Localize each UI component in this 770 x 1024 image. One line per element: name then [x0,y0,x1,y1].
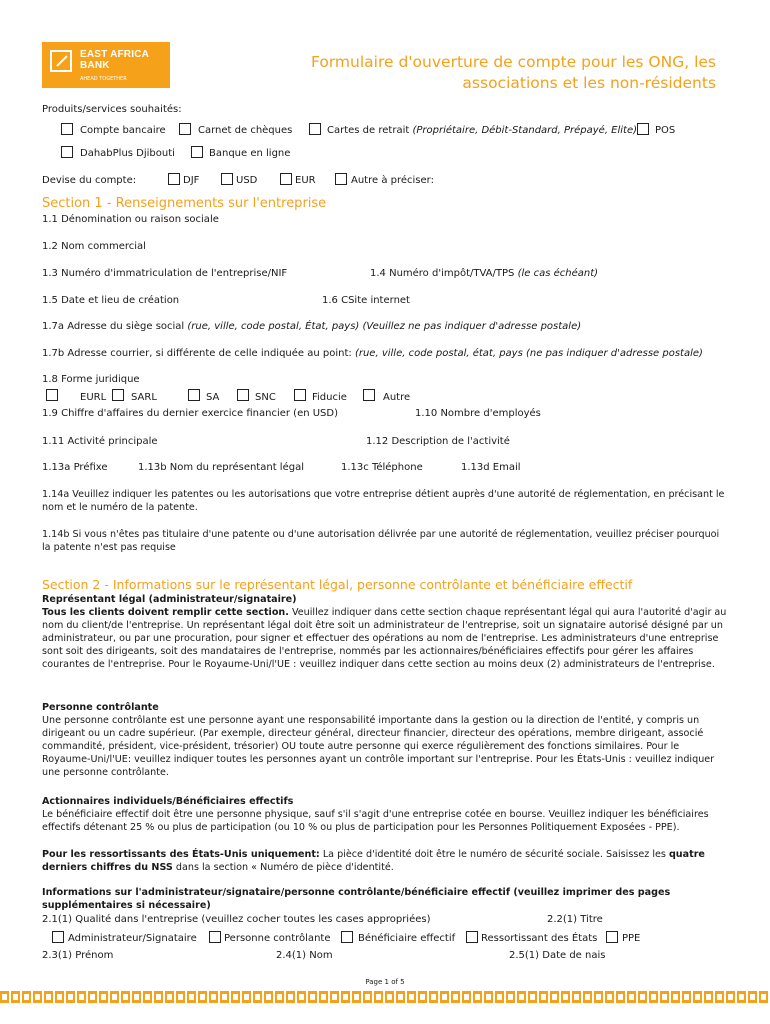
field-1-6: 1.6 CSite internet [322,295,410,306]
checkbox-role-ppe[interactable] [606,931,618,943]
field-1-7b-label: 1.7b Adresse courrier, si différente de celle indiquée au point: [42,348,352,359]
rep-text: Veuillez indiquer dans cette section chaque représentant légal qui aura l'autorité d'agir au nom du client/de l'entreprise. Un représentant légal doit être soit un administrateur de l'entreprise, soit un signataire autorisé désigné par un administrateur, ou par une procuration, pour signer et effectuer des opérations au nom de l'entreprise. Les administrateurs d'une entreprise sont soit des dirigeants, soit des mandataires de l'entreprise, nommés par les actionnaires/bénéficiaires effectifs pour gérer les affaires courantes de l'entreprise. Pour le Royaume-Uni/l'UE : veuillez indiquer dans cette section au moins deux (2) administrateurs de l'entreprise. [42,607,727,670]
field-1-7b [42,347,703,360]
logo-name [80,49,149,71]
field-2-2: 2.2(1) Titre [547,914,603,925]
checkbox-role-rs[interactable] [466,931,478,943]
field-1-5: 1.5 Date et lieu de création [42,295,180,306]
pc-paragraph: Une personne contrôlante est une personne ayant une responsabilité importante dans la gestion ou la direction de l'entité, y compris un dirigeant ou un cadre supérieur. (Par exemple, directeur général, directeur financier, directeur des opérations, membre dirigeant, associé commandité, président, vice-président, trésorier) OU toute autre personne qui exerce régulièrement des fonctions similaires. Pour le Royaume-Uni/l'UE: veuillez indiquer toutes les personnes ayant un contrôle important sur l'entreprise. Pour les États-Unis : veuillez indiquer une personne contrôlante. [42,715,715,778]
field-1-7b-note: (rue, ville, code postal, état, pays (ne pas indiquer d'adresse postale) [354,348,703,359]
checkbox-banque-ligne[interactable] [191,146,203,158]
us-bold1: Pour les ressortissants des États-Unis uniquement: [42,849,320,860]
pc-heading: Personne contrôlante [42,702,159,713]
field-1-10: 1.10 Nombre d'employés [415,408,541,419]
label-role-be: Bénéficiaire effectif [358,933,456,944]
field-1-7a-label: 1.7a Adresse du siège social [42,321,185,332]
section2-title: Section 2 - Informations sur le représentant légal, personne contrôlante et bénéficiaire effectif [42,577,633,592]
field-2-3: 2.3(1) Prénom [42,950,114,961]
field-1-4 [370,267,598,280]
label-role-pc: Personne contrôlante [224,933,331,944]
footer-pattern-inner [0,994,770,1000]
checkbox-usd[interactable] [221,173,233,185]
rep-paragraph [42,606,730,671]
checkbox-sarl[interactable] [112,389,124,401]
us-paragraph [42,848,730,874]
label-compte-bancaire: Compte bancaire [80,125,166,136]
label-carnet-cheques: Carnet de chèques [198,125,293,136]
checkbox-cartes-retrait[interactable] [309,123,321,135]
ab-heading: Actionnaires individuels/Bénéficiaires effectifs [42,796,294,807]
checkbox-autre-devise[interactable] [335,173,347,185]
label-djf: DJF [183,175,200,186]
rep-bold: Tous les clients doivent remplir cette section. [42,607,289,618]
field-1-8: 1.8 Forme juridique [42,374,140,385]
checkbox-djf[interactable] [168,173,180,185]
label-autre-forme: Autre [383,392,411,403]
field-1-11: 1.11 Activité principale [42,436,158,447]
field-1-14a: 1.14a Veuillez indiquer les patentes ou les autorisations que votre entreprise détient auprès d'une autorité de réglementation, en précisant le nom et le numéro de la patente. [42,489,725,513]
field-1-9: 1.9 Chiffre d'affaires du dernier exercice financier (en USD) [42,408,339,419]
page-title-line1: Formulaire d'ouverture de compte pour les ONG, les [310,53,716,71]
us-text2: dans la section « Numéro de pièce d'identité. [172,862,394,873]
field-2-1: 2.1(1) Qualité dans l'entreprise (veuillez cocher toutes les cases appropriées) [42,914,431,925]
checkbox-fiducie[interactable] [294,389,306,401]
field-1-13d: 1.13d Email [461,462,521,473]
field-1-3: 1.3 Numéro d'immatriculation de l'entreprise/NIF [42,268,288,279]
section1-title: Section 1 - Renseignements sur l'entreprise [42,196,327,211]
logo-name-line1: EAST AFRICA [80,49,150,60]
info-heading: Informations sur l'administrateur/signataire/personne contrôlante/bénéficiaire effectif (veuillez imprimer des pages supplémentaires si nécessaire) [42,887,671,911]
bank-logo [42,42,170,88]
cartes-label-text: Cartes de retrait [327,125,410,136]
label-role-admin: Administrateur/Signataire [68,933,197,944]
field-1-7a [42,320,581,333]
label-role-rs: Ressortissant des États [481,933,598,944]
label-dahabplus: DahabPlus Djibouti [80,148,175,159]
checkbox-role-admin[interactable] [52,931,64,943]
field-1-1: 1.1 Dénomination ou raison sociale [42,214,219,225]
label-cartes-retrait [327,124,637,137]
label-banque-ligne: Banque en ligne [209,148,291,159]
checkbox-autre-forme[interactable] [363,389,375,401]
logo-tagline: AHEAD TOGETHER [80,76,127,82]
field-1-4-label: 1.4 Numéro d'impôt/TVA/TPS [370,268,515,279]
page-title [311,52,716,94]
page-number: Page 1 of 5 [365,978,405,986]
checkbox-pos[interactable] [637,123,649,135]
checkbox-carnet-cheques[interactable] [179,123,191,135]
devise-label: Devise du compte: [42,175,137,186]
logo-name-line2: BANK [80,60,110,71]
field-1-4-note: (le cas échéant) [517,268,599,279]
label-usd: USD [236,175,258,186]
checkbox-eur[interactable] [280,173,292,185]
checkbox-sa[interactable] [188,389,200,401]
label-pos: POS [655,125,676,136]
cartes-detail: (Propriétaire, Débit-Standard, Prépayé, Elite) [412,125,638,136]
field-1-14b: 1.14b Si vous n'êtes pas titulaire d'une patente ou d'une autorisation délivrée par une autorité de réglementation, veuillez préciser pourquoi la patente n'est pas requise [42,529,720,553]
label-sarl: SARL [131,392,157,403]
label-fiducie: Fiducie [312,392,347,403]
checkbox-role-pc[interactable] [209,931,221,943]
us-text1: La pièce d'identité doit être le numéro de sécurité sociale. Saisissez les [319,849,669,860]
checkbox-dahabplus[interactable] [61,146,73,158]
products-label: Produits/services souhaités: [42,104,182,115]
logo-arrow-icon [50,50,72,72]
label-eur: EUR [295,175,316,186]
page-title-line2: associations et les non-résidents [462,74,716,92]
ab-paragraph: Le bénéficiaire effectif doit être une personne physique, sauf s'il s'agit d'une entreprise cotée en bourse. Veuillez indiquer les bénéficiaires effectifs détenant 25 % ou plus de participation (ou 10 % ou plus de participation pour les Personnes Politiquement Exposées - PPE). [42,809,709,833]
label-snc: SNC [255,392,276,403]
checkbox-compte-bancaire[interactable] [61,123,73,135]
label-role-ppe: PPE [622,933,641,944]
field-1-2: 1.2 Nom commercial [42,241,146,252]
label-sa: SA [206,392,220,403]
checkbox-eurl[interactable] [46,389,58,401]
field-1-7a-note: (rue, ville, code postal, État, pays) (Veuillez ne pas indiquer d'adresse postale) [187,321,582,332]
field-1-13a: 1.13a Préfixe [42,462,108,473]
field-1-12: 1.12 Description de l'activité [366,436,510,447]
field-1-13c: 1.13c Téléphone [341,462,423,473]
field-2-5: 2.5(1) Date de nais [509,950,606,961]
label-autre-devise: Autre à préciser: [351,175,434,186]
checkbox-role-be[interactable] [341,931,353,943]
field-2-4: 2.4(1) Nom [276,950,333,961]
label-eurl: EURL [80,392,107,403]
us-bold2: quatre derniers chiffres du NSS [42,849,705,873]
rep-heading: Représentant légal (administrateur/signataire) [42,594,297,605]
checkbox-snc[interactable] [237,389,249,401]
field-1-13b: 1.13b Nom du représentant légal [138,462,304,473]
